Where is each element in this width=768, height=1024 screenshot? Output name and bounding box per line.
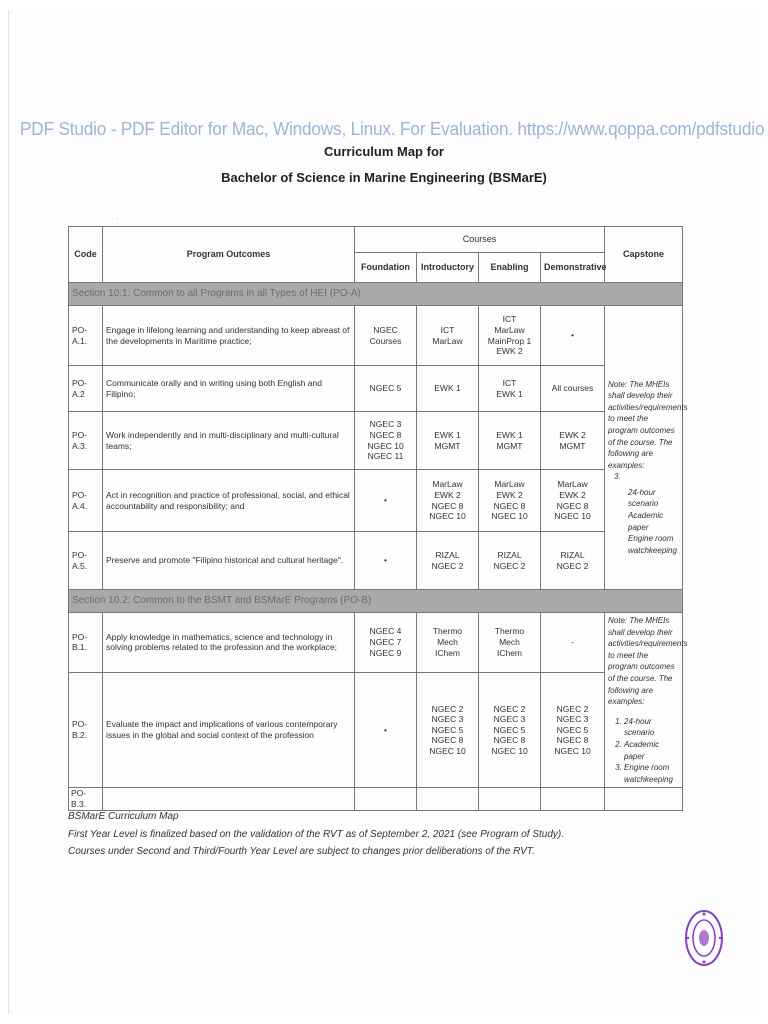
cell-introductory bbox=[417, 306, 479, 366]
cell-introductory-item: Thermo bbox=[432, 626, 463, 637]
curriculum-map-table bbox=[68, 226, 688, 811]
header-capstone: Capstone bbox=[605, 227, 683, 283]
capstone-number: 3. bbox=[614, 472, 621, 482]
cell-demonstrative-item: MGMT bbox=[559, 440, 586, 451]
cell-introductory bbox=[417, 366, 479, 412]
cell-demonstrative bbox=[541, 672, 605, 788]
cell-demonstrative-item: NGEC 2 bbox=[556, 703, 589, 714]
footnote-1: BSMarE Curriculum Map bbox=[68, 811, 179, 822]
cell-demonstrative bbox=[541, 412, 605, 470]
cell-introductory bbox=[417, 532, 479, 590]
cell-introductory-item: ICT bbox=[440, 324, 455, 335]
row-code: PO-A.4. bbox=[69, 470, 103, 532]
section-heading-b: Section 10.2: Common to the BSMT and BSMarE Programs (PO-B) bbox=[69, 590, 683, 613]
capstone-example: 24-hour scenario bbox=[628, 487, 659, 509]
capstone-note-text: Note: The MHEIs shall develop their activities/requirements to meet the program outcomes of the course. The following are examples: bbox=[608, 379, 688, 470]
row-outcome: Apply knowledge in mathematics, science and technology in solving problems related to the profession and the workplace; bbox=[103, 613, 355, 673]
cell-introductory-item: EWK 2 bbox=[434, 489, 461, 500]
footnote-3: Courses under Second and Third/Fourth Year Level are subject to changes prior deliberations of the RVT. bbox=[68, 846, 535, 857]
cell-enabling-item: MainProp 1 bbox=[487, 335, 532, 346]
cell-introductory-item: Mech bbox=[437, 637, 458, 648]
evaluation-watermark: PDF Studio - PDF Editor for Mac, Windows, Linux. For Evaluation. https://www.qoppa.com/pdfstudio bbox=[20, 118, 765, 139]
cell-introductory-item: NGEC 2 bbox=[431, 560, 464, 571]
cell-introductory-item: MarLaw bbox=[432, 335, 463, 346]
cell-demonstrative-item: EWK 2 bbox=[559, 429, 586, 440]
footnotes bbox=[68, 808, 564, 861]
cell-demonstrative-item: NGEC 10 bbox=[554, 511, 591, 522]
cell-enabling-item: MarLaw bbox=[494, 479, 525, 490]
cell-foundation-item: NGEC 4 bbox=[369, 626, 402, 637]
row-code: PO-A.5. bbox=[69, 532, 103, 590]
cell-enabling bbox=[479, 306, 541, 366]
cell-foundation-item: NGEC 5 bbox=[369, 383, 402, 394]
cell-foundation bbox=[355, 532, 417, 590]
row-code: PO-B.1. bbox=[69, 613, 103, 673]
header-courses: Courses bbox=[355, 227, 605, 253]
cell-enabling-item: RIZAL bbox=[497, 549, 522, 560]
cell-enabling bbox=[479, 366, 541, 412]
cell-demonstrative-item: NGEC 2 bbox=[556, 560, 589, 571]
section-heading-a: Section 10.1: Common to all Programs in all Types of HEI (PO-A) bbox=[69, 283, 683, 306]
cell-enabling bbox=[479, 412, 541, 470]
cell-enabling bbox=[479, 672, 541, 788]
cell-foundation-item: NGEC 3 bbox=[369, 419, 402, 430]
cell-demonstrative-item: EWK 2 bbox=[559, 489, 586, 500]
cell-demonstrative-item: MarLaw bbox=[557, 479, 588, 490]
cell-demonstrative bbox=[541, 306, 605, 366]
cell-foundation bbox=[355, 412, 417, 470]
capstone-example: 3. Engine room watchkeeping bbox=[624, 762, 679, 785]
cell-enabling-item: NGEC 10 bbox=[491, 746, 528, 756]
cell-introductory-item: EWK 1 bbox=[434, 383, 461, 394]
cell-demonstrative bbox=[541, 470, 605, 532]
cell-enabling-item: Mech bbox=[499, 637, 520, 648]
cell-introductory-item: NGEC 3 bbox=[431, 714, 464, 725]
page-title: Curriculum Map for bbox=[324, 144, 444, 159]
cell-foundation bbox=[355, 672, 417, 788]
cell-demonstrative-item: NGEC 8 bbox=[556, 735, 589, 746]
cell-introductory-item: NGEC 2 bbox=[431, 703, 464, 714]
cell-foundation-item: NGEC Courses bbox=[369, 324, 402, 346]
cell-introductory-item: EWK 1 bbox=[434, 429, 461, 440]
row-code: PO-B.2. bbox=[69, 672, 103, 788]
capstone-note-text: Note: The MHEIs shall develop their activities/requirements to meet the program outcomes of the course. The following are examples: bbox=[608, 616, 688, 707]
cell-demonstrative-item: All courses bbox=[551, 383, 594, 394]
cell-enabling-item: EWK 1 bbox=[496, 388, 523, 399]
row-outcome: Communicate orally and in writing using both English and Filipino; bbox=[103, 366, 355, 412]
cell-foundation-item: • bbox=[384, 555, 387, 566]
cell-foundation bbox=[355, 306, 417, 366]
row-code: PO-A.2 bbox=[69, 366, 103, 412]
cell-enabling-item: EWK 2 bbox=[496, 346, 523, 357]
capstone-example: Academic paper bbox=[628, 511, 664, 532]
cell-enabling-item: NGEC 8 bbox=[493, 500, 526, 511]
table-row bbox=[69, 412, 683, 470]
table-row bbox=[69, 672, 683, 788]
cell-foundation-item: • bbox=[384, 495, 387, 506]
cell-introductory-item: IChem bbox=[434, 647, 461, 658]
cell-foundation bbox=[355, 470, 417, 532]
row-code: PO-A.1. bbox=[69, 306, 103, 366]
cell-introductory-item: NGEC 10 bbox=[429, 746, 466, 756]
cell-foundation bbox=[355, 613, 417, 673]
row-code: PO-B.3. bbox=[69, 788, 103, 810]
row-outcome: Act in recognition and practice of professional, social, and ethical accountability and responsibility; and bbox=[103, 470, 355, 532]
cell-demonstrative-item: NGEC 8 bbox=[556, 500, 589, 511]
cell-foundation-item: NGEC 11 bbox=[367, 451, 404, 462]
cell-enabling-item: IChem bbox=[496, 647, 523, 658]
cell-introductory-item: MarLaw bbox=[432, 479, 463, 490]
cell-demonstrative bbox=[541, 613, 605, 673]
cell-enabling-item: ICT bbox=[502, 314, 517, 325]
cell-demonstrative-item: NGEC 3 bbox=[556, 714, 589, 725]
cell-enabling-item: MarLaw bbox=[494, 324, 525, 335]
capstone-example: 2. Academic paper bbox=[624, 739, 679, 762]
table-row bbox=[69, 306, 683, 366]
capstone-example: Engine room watchkeeping bbox=[628, 534, 677, 555]
stray-mark: · bbox=[116, 214, 119, 223]
row-outcome: Preserve and promote "Filipino historical and cultural heritage". bbox=[103, 532, 355, 590]
header-foundation: Foundation bbox=[355, 253, 417, 283]
cell-enabling-item: NGEC 10 bbox=[491, 511, 528, 522]
cell-introductory-item: NGEC 5 bbox=[431, 724, 464, 735]
capstone-note bbox=[605, 613, 688, 788]
cell-enabling-item: EWK 2 bbox=[496, 489, 523, 500]
cell-demonstrative-item: • bbox=[571, 330, 574, 341]
cell-introductory bbox=[417, 470, 479, 532]
header-program-outcomes: Program Outcomes bbox=[103, 227, 355, 283]
capstone-example: 1. 24-hour scenario bbox=[624, 716, 679, 739]
cell-demonstrative-item: NGEC 5 bbox=[556, 724, 589, 735]
cell-foundation-item: • bbox=[384, 724, 387, 735]
cell-enabling-item: NGEC 2 bbox=[493, 703, 526, 714]
footnote-2: First Year Level is finalized based on the validation of the RVT as of September 2, 2021 (see Program of Study). bbox=[68, 828, 565, 840]
table-row bbox=[69, 613, 683, 673]
row-outcome: Work independently and in multi-disciplinary and multi-cultural teams; bbox=[103, 412, 355, 470]
cell-enabling bbox=[479, 532, 541, 590]
cell-foundation-item: NGEC 10 bbox=[367, 440, 404, 451]
table-row bbox=[69, 532, 683, 590]
row-code: PO-A.3. bbox=[69, 412, 103, 470]
header-demonstrative: Demonstrative bbox=[541, 253, 605, 283]
row-outcome: Evaluate the impact and implications of various contemporary issues in the global and social context of the profession bbox=[103, 672, 355, 788]
header-enabling: Enabling bbox=[479, 253, 541, 283]
capstone-note bbox=[605, 306, 688, 590]
cell-introductory-item: RIZAL bbox=[435, 549, 460, 560]
cell-enabling-item: NGEC 3 bbox=[493, 714, 526, 725]
cell-enabling-item: EWK 1 bbox=[496, 429, 523, 440]
cell-foundation bbox=[355, 366, 417, 412]
cell-enabling-item: Thermo bbox=[494, 626, 525, 637]
cell-enabling-item: NGEC 2 bbox=[493, 560, 526, 571]
cell-demonstrative-item: NGEC 10 bbox=[554, 746, 591, 756]
cell-introductory-item: NGEC 8 bbox=[431, 735, 464, 746]
cell-enabling-item: NGEC 5 bbox=[493, 724, 526, 735]
cell-demonstrative-item: - bbox=[571, 637, 574, 648]
cell-introductory bbox=[417, 412, 479, 470]
table-row bbox=[69, 366, 683, 412]
header-code: Code bbox=[69, 227, 103, 283]
cell-enabling-item: ICT bbox=[502, 377, 517, 388]
cell-demonstrative bbox=[541, 532, 605, 590]
cell-introductory-item: NGEC 8 bbox=[431, 500, 464, 511]
cell-introductory bbox=[417, 613, 479, 673]
table-row bbox=[69, 470, 683, 532]
cell-enabling-item: MGMT bbox=[496, 440, 523, 451]
cell-demonstrative bbox=[541, 366, 605, 412]
cell-foundation-item: NGEC 8 bbox=[369, 429, 402, 440]
cell-enabling-item: NGEC 8 bbox=[493, 735, 526, 746]
page-subtitle: Bachelor of Science in Marine Engineering (BSMarE) bbox=[221, 170, 547, 185]
cell-enabling bbox=[479, 470, 541, 532]
cell-introductory bbox=[417, 672, 479, 788]
header-introductory: Introductory bbox=[417, 253, 479, 283]
row-outcome: Engage in lifelong learning and understanding to keep abreast of the developments in Maritime practice; bbox=[103, 306, 355, 366]
cell-demonstrative-item: RIZAL bbox=[560, 549, 585, 560]
cell-enabling bbox=[479, 613, 541, 673]
cell-introductory-item: MGMT bbox=[434, 440, 461, 451]
ched-seal-icon bbox=[684, 908, 724, 968]
cell-foundation-item: NGEC 7 bbox=[369, 637, 402, 648]
cell-introductory-item: NGEC 10 bbox=[429, 511, 466, 522]
cell-foundation-item: NGEC 9 bbox=[369, 647, 402, 658]
